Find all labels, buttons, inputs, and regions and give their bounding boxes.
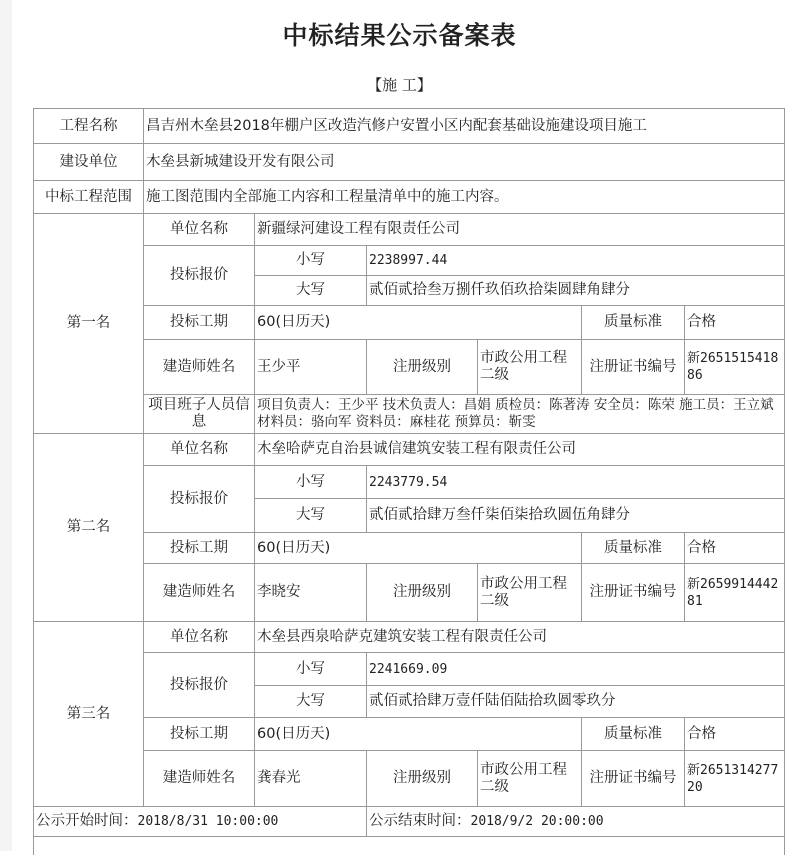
bidder-1-team-row (34, 395, 785, 434)
bidder-1-period: 60(日历天) (255, 306, 582, 340)
bidder-2-price-lower: 2243779.54 (367, 466, 785, 499)
period-label: 投标工期 (144, 718, 255, 751)
bidder-1-builder-row (34, 340, 785, 395)
bidder-1-level: 市政公用工程二级 (478, 340, 582, 395)
bidder-3-cert: 新265131427720 (685, 751, 785, 807)
quality-label: 质量标准 (582, 718, 685, 751)
bidder-3-builder-row (34, 751, 785, 807)
bidder-1-rank: 第一名 (34, 214, 144, 434)
bidder-3-unit: 木垒县西泉哈萨克建筑安装工程有限责任公司 (255, 622, 785, 653)
bidder-2-builder: 李晓安 (255, 564, 367, 622)
bidder-1-quality: 合格 (685, 306, 785, 340)
bidder-2-period-row (34, 533, 785, 564)
price-label: 投标报价 (144, 466, 255, 533)
level-label: 注册级别 (367, 564, 478, 622)
bidder-3-unit-row (34, 622, 785, 653)
lower-label: 小写 (255, 653, 367, 686)
period-label: 投标工期 (144, 306, 255, 340)
bidder-2-price-upper: 贰佰贰拾肆万叁仟柒佰柒拾玖圆伍角肆分 (367, 499, 785, 533)
unit-label: 单位名称 (144, 434, 255, 466)
publicity-row (34, 807, 785, 837)
bidder-1-team: 项目负责人：王少平 技术负责人：昌娟 质检员：陈著涛 安全员：陈荣 施工员：王立斌 材料员：骆向军 资料员：麻桂花 预算员：靳雯 (255, 395, 785, 434)
builder-label: 建造师姓名 (144, 564, 255, 622)
bid-result-table (33, 108, 785, 855)
cert-label: 注册证书编号 (582, 564, 685, 622)
bidder-3-period: 60(日历天) (255, 718, 582, 751)
level-label: 注册级别 (367, 340, 478, 395)
bidder-1-builder: 王少平 (255, 340, 367, 395)
price-label: 投标报价 (144, 653, 255, 718)
project-name-row (34, 109, 785, 144)
bidder-2-unit-row (34, 434, 785, 466)
bidder-1-period-row (34, 306, 785, 340)
level-label: 注册级别 (367, 751, 478, 807)
upper-label: 大写 (255, 499, 367, 533)
unit-label: 单位名称 (144, 214, 255, 246)
builder-label: 建造师姓名 (144, 751, 255, 807)
scope-value: 施工图范围内全部施工内容和工程量清单中的施工内容。 (144, 181, 785, 214)
cert-label: 注册证书编号 (582, 751, 685, 807)
bidder-2-cert: 新265991444281 (685, 564, 785, 622)
lower-label: 小写 (255, 466, 367, 499)
bidder-3-quality: 合格 (685, 718, 785, 751)
bidder-3-builder: 龚春光 (255, 751, 367, 807)
publicity-end-cell (367, 807, 785, 837)
quality-label: 质量标准 (582, 306, 685, 340)
bidder-2-rank: 第二名 (34, 434, 144, 622)
bidder-1-unit: 新疆绿河建设工程有限责任公司 (255, 214, 785, 246)
bidder-2-unit: 木垒哈萨克自治县诚信建筑安装工程有限责任公司 (255, 434, 785, 466)
publicity-end-label: 公示结束时间： (369, 813, 471, 829)
bidder-2-level: 市政公用工程二级 (478, 564, 582, 622)
lower-label: 小写 (255, 246, 367, 276)
bidder-1-price-lower: 2238997.44 (367, 246, 785, 276)
scope-label: 中标工程范围 (34, 181, 144, 214)
project-name-label: 工程名称 (34, 109, 144, 144)
page-title: 中标结果公示备案表 (282, 21, 517, 50)
publicity-end-value: 2018/9/2 20:00:00 (470, 814, 604, 829)
upper-label: 大写 (255, 686, 367, 718)
bidder-2-quality: 合格 (685, 533, 785, 564)
publicity-start-label: 公示开始时间： (36, 813, 138, 829)
bidder-2-builder-row (34, 564, 785, 622)
scope-row (34, 181, 785, 214)
bidder-2-period: 60(日历天) (255, 533, 582, 564)
price-label: 投标报价 (144, 246, 255, 306)
bidder-3-level: 市政公用工程二级 (478, 751, 582, 807)
owner-row (34, 144, 785, 181)
owner-label: 建设单位 (34, 144, 144, 181)
category-label: 【施 工】 (367, 76, 432, 94)
left-margin-strip (0, 0, 12, 851)
bidder-3-price-lower-row (34, 653, 785, 686)
period-label: 投标工期 (144, 533, 255, 564)
quality-label: 质量标准 (582, 533, 685, 564)
bidder-3-period-row (34, 718, 785, 751)
bidder-2-price-lower-row (34, 466, 785, 499)
bottom-empty-row (34, 837, 785, 855)
owner-value: 木垒县新城建设开发有限公司 (144, 144, 785, 181)
project-name-value: 昌吉州木垒县2018年棚户区改造汽修户安置小区内配套基础设施建设项目施工 (144, 109, 785, 144)
cert-label: 注册证书编号 (582, 340, 685, 395)
bidder-1-cert: 新265151541886 (685, 340, 785, 395)
bidder-3-price-upper: 贰佰贰拾肆万壹仟陆佰陆拾玖圆零玖分 (367, 686, 785, 718)
upper-label: 大写 (255, 276, 367, 306)
bidder-3-price-lower: 2241669.09 (367, 653, 785, 686)
bidder-1-unit-row (34, 214, 785, 246)
bidder-3-rank: 第三名 (34, 622, 144, 807)
publicity-start-value: 2018/8/31 10:00:00 (137, 814, 279, 829)
builder-label: 建造师姓名 (144, 340, 255, 395)
publicity-start-cell (34, 807, 367, 837)
bidder-1-price-upper: 贰佰贰拾叁万捌仟玖佰玖拾柒圆肆角肆分 (367, 276, 785, 306)
unit-label: 单位名称 (144, 622, 255, 653)
bidder-1-price-lower-row (34, 246, 785, 276)
team-label: 项目班子人员信息 (144, 395, 255, 434)
